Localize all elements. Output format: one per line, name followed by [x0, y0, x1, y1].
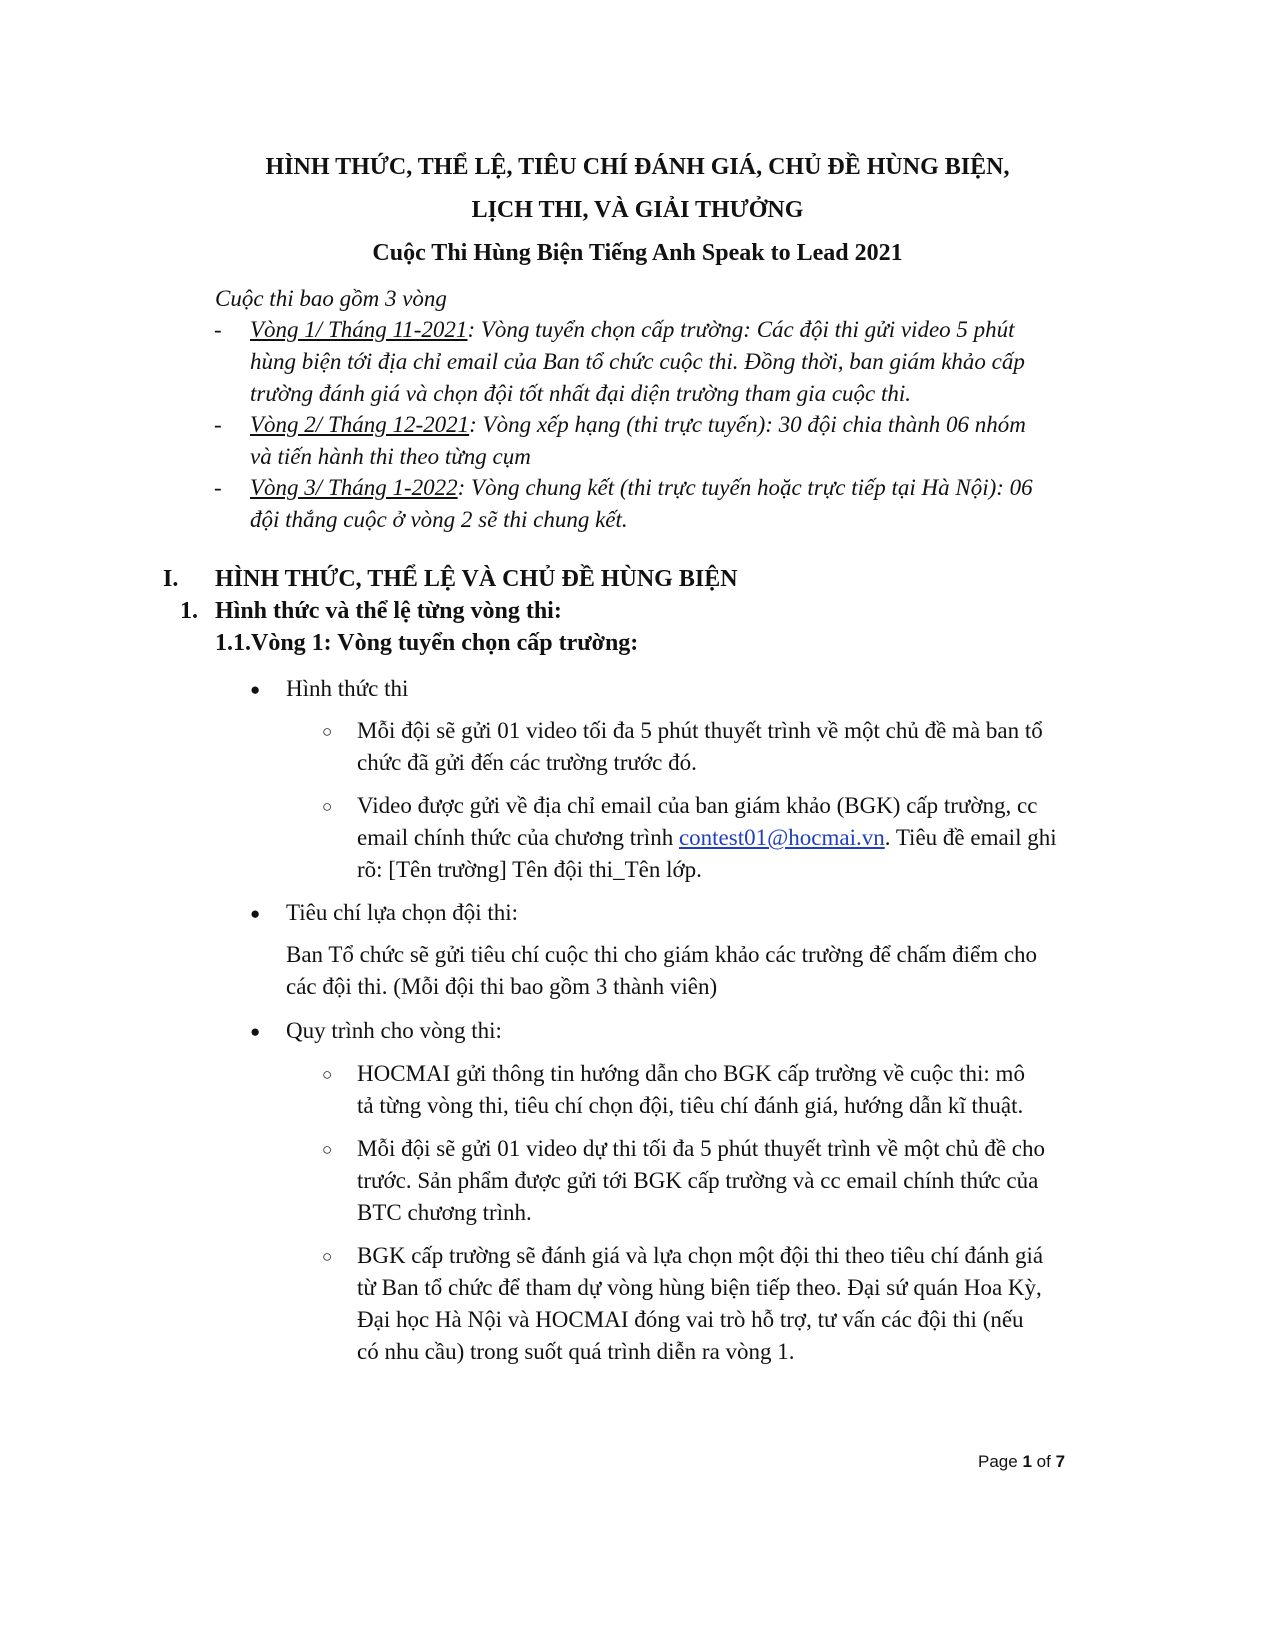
round-3-dash: - [214, 475, 222, 500]
round-1-line-2: hùng biện tới địa chỉ email của Ban tổ chức cuộc thi. Đồng thời, ban giám khảo cấp [250, 349, 1025, 374]
bullet-3-text: Quy trình cho vòng thi: [286, 1018, 502, 1043]
circle-bullet-icon: ○ [322, 1140, 333, 1159]
section-1-heading: HÌNH THỨC, THỂ LỆ VÀ CHỦ ĐỀ HÙNG BIỆN [215, 566, 738, 592]
bullet-icon: ● [250, 680, 261, 699]
bullet-icon: ● [250, 1022, 261, 1041]
round-1-line-1: Vòng 1/ Tháng 11-2021: Vòng tuyển chọn cấp trường: Các đội thi gửi video 5 phút [250, 317, 1015, 342]
intro-lead: Cuộc thi bao gồm 3 vòng [215, 286, 447, 311]
b1-item-1-line-1: Mỗi đội sẽ gửi 01 video tối đa 5 phút thuyết trình về một chủ đề mà ban tổ [357, 718, 1043, 743]
b3-item-1-line-2: tả từng vòng thi, tiêu chí chọn đội, tiêu chí đánh giá, hướng dẫn kĩ thuật. [357, 1093, 1024, 1118]
total-pages: 7 [1055, 1452, 1066, 1471]
b3-item-1-line-1: HOCMAI gửi thông tin hướng dẫn cho BGK cấp trường về cuộc thi: mô [357, 1061, 1025, 1086]
b1-item-2-line-3: rõ: [Tên trường] Tên đội thi_Tên lớp. [357, 857, 702, 882]
round-2-dash: - [214, 412, 222, 437]
round-3-line-2: đội thắng cuộc ở vòng 2 sẽ thi chung kết. [250, 507, 628, 532]
circle-bullet-icon: ○ [322, 722, 333, 741]
circle-bullet-icon: ○ [322, 1065, 333, 1084]
email-link[interactable]: contest01@hocmai.vn [678, 825, 885, 850]
b1-item-1-line-2: chức đã gửi đến các trường trước đó. [357, 750, 697, 775]
round-2-label: Vòng 2/ Tháng 12-2021 [250, 412, 470, 437]
round-1-label: Vòng 1/ Tháng 11-2021 [250, 317, 468, 342]
circle-bullet-icon: ○ [322, 797, 333, 816]
page-footer: Page 1 of 7 [978, 1452, 1066, 1471]
bullet-2-text: Tiêu chí lựa chọn đội thi: [286, 900, 519, 925]
round-1-dash: - [214, 317, 222, 342]
b3-item-2-line-2: trước. Sản phẩm được gửi tới BGK cấp trường và cc email chính thức của [357, 1168, 1039, 1193]
round-2-line-1: Vòng 2/ Tháng 12-2021: Vòng xếp hạng (thi trực tuyến): 30 đội chia thành 06 nhóm [250, 412, 1026, 437]
circle-bullet-icon: ○ [322, 1247, 333, 1266]
subtitle: Cuộc Thi Hùng Biện Tiếng Anh Speak to Lead 2021 [372, 240, 903, 266]
round-1-line-3: trường đánh giá và chọn đội tốt nhất đại diện trường tham gia cuộc thi. [250, 381, 912, 406]
current-page: 1 [1022, 1452, 1032, 1471]
b2-text-line-2: các đội thi. (Mỗi đội thi bao gồm 3 thành viên) [286, 974, 718, 999]
b3-item-3-line-2: từ Ban tổ chức để tham dự vòng hùng biện tiếp theo. Đại sứ quán Hoa Kỳ, [357, 1275, 1042, 1300]
subsection-1-heading: Hình thức và thể lệ từng vòng thi: [215, 598, 562, 624]
bullet-1-text: Hình thức thi [286, 676, 409, 701]
round-2-line-2: và tiến hành thi theo từng cụm [250, 444, 531, 469]
b2-text-line-1: Ban Tổ chức sẽ gửi tiêu chí cuộc thi cho giám khảo các trường để chấm điểm cho [286, 942, 1038, 967]
b3-item-2-line-1: Mỗi đội sẽ gửi 01 video dự thi tối đa 5 phút thuyết trình về một chủ đề cho [357, 1136, 1046, 1161]
section-1-roman: I. [163, 566, 179, 592]
round-3-line-1: Vòng 3/ Tháng 1-2022: Vòng chung kết (thi trực tuyến hoặc trực tiếp tại Hà Nội): 06 [250, 475, 1033, 500]
title-line-1: HÌNH THỨC, THỂ LỆ, TIÊU CHÍ ĐÁNH GIÁ, CHỦ ĐỀ HÙNG BIỆN, [265, 154, 1010, 180]
b3-item-3-line-1: BGK cấp trường sẽ đánh giá và lựa chọn một đội thi theo tiêu chí đánh giá [357, 1243, 1044, 1268]
subsection-1-number: 1. [180, 598, 198, 624]
b1-item-2-line-2: email chính thức của chương trình contest01@hocmai.vn. Tiêu đề email ghi [357, 825, 1057, 850]
round-3-label: Vòng 3/ Tháng 1-2022 [250, 475, 458, 500]
subsubsection-1-1-heading: 1.1.Vòng 1: Vòng tuyển chọn cấp trường: [215, 630, 639, 656]
b1-item-2-line-1: Video được gửi về địa chỉ email của ban giám khảo (BGK) cấp trường, cc [357, 793, 1038, 818]
b3-item-3-line-3: Đại học Hà Nội và HOCMAI đóng vai trò hỗ trợ, tư vấn các đội thi (nếu [357, 1307, 1024, 1332]
b3-item-2-line-3: BTC chương trình. [357, 1200, 532, 1225]
title-line-2: LỊCH THI, VÀ GIẢI THƯỞNG [471, 197, 804, 223]
bullet-icon: ● [250, 904, 261, 923]
b3-item-3-line-4: có nhu cầu) trong suốt quá trình diễn ra vòng 1. [357, 1339, 795, 1364]
